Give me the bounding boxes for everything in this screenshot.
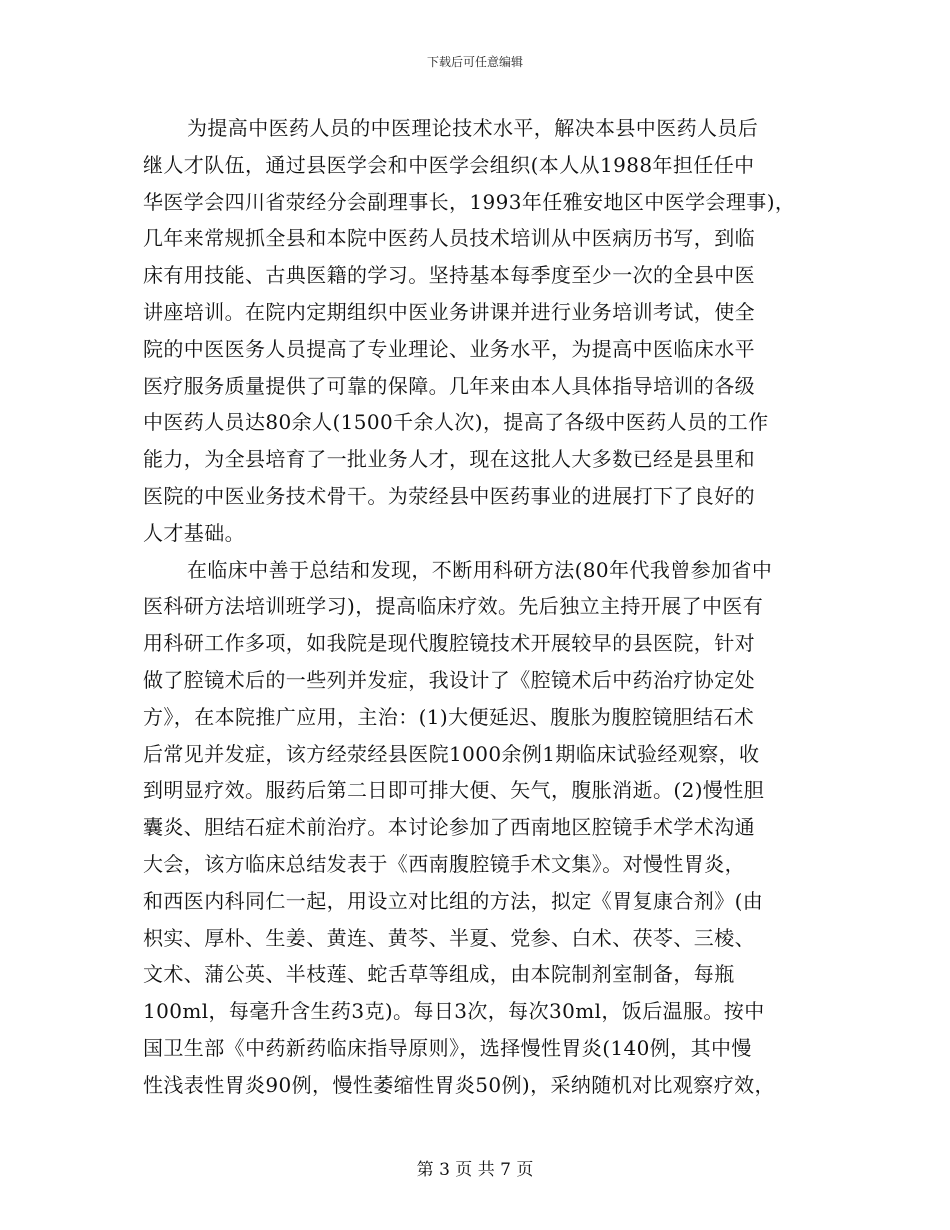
- text-line: 为提高中医药人员的中医理论技术水平，解决本县中医药人员后: [187, 116, 759, 140]
- text-line: 继人才队伍，通过县医学会和中医学会组织(本人从1988年担任任中: [143, 152, 755, 177]
- text-line: 院的中医医务人员提高了专业理论、业务水平，为提高中医临床水平: [143, 336, 755, 361]
- text-line: 在临床中善于总结和发现，不断用科研方法(80年代我曾参加省中: [187, 557, 773, 582]
- text-line: 方》，在本院推广应用，主治：(1)大便延迟、腹胀为腹腔镜胆结石术: [143, 704, 755, 729]
- text-line: 和西医内科同仁一起，用设立对比组的方法，拟定《胃复康合剂》(由: [143, 888, 764, 913]
- text-line: 文术、蒲公英、半枝莲、蛇舌草等组成，由本院制剂室制备，每瓶: [143, 962, 735, 987]
- text-line: 大会，该方临床总结发表于《西南腹腔镜手术文集》。对慢性胃炎，: [143, 851, 745, 876]
- text-line: 人才基础。: [143, 520, 245, 545]
- text-line: 到明显疗效。服药后第二日即可排大便、矢气，腹胀消逝。(2)慢性胆: [143, 778, 765, 803]
- text-line: 中医药人员达80余人(1500千余人次)，提高了各级中医药人员的工作: [143, 410, 769, 435]
- page-footer: 第 3 页 共 7 页: [416, 1160, 534, 1180]
- text-line: 性浅表性胃炎90例，慢性萎缩性胃炎50例)，采纳随机对比观察疗效，: [143, 1072, 775, 1097]
- page-header: 下载后可任意编辑: [426, 55, 523, 69]
- text-line: 医院的中医业务技术骨干。为荥经县中医药事业的进展打下了良好的: [143, 483, 755, 508]
- text-line: 枳实、厚朴、生姜、黄连、黄芩、半夏、党参、白术、茯苓、三棱、: [143, 925, 755, 950]
- text-line: 讲座培训。在院内定期组织中医业务讲课并进行业务培训考试，使全: [143, 299, 755, 324]
- text-line: 国卫生部《中药新药临床指导原则》，选择慢性胃炎(140例，其中慢: [143, 1035, 752, 1060]
- text-line: 能力，为全县培育了一批业务人才，现在这批人大多数已经是县里和: [143, 447, 755, 472]
- text-line: 后常见并发症，该方经荥经县医院1000余例1期临床试验经观察，收: [143, 741, 760, 766]
- text-line: 100ml，每毫升含生药3克)。每日3次，每次30ml，饭后温服。按中: [143, 999, 765, 1024]
- text-line: 囊炎、胆结石症术前治疗。本讨论参加了西南地区腔镜手术学术沟通: [143, 815, 755, 840]
- text-line: 几年来常规抓全县和本院中医药人员技术培训从中医病历书写，到临: [143, 226, 755, 251]
- text-line: 华医学会四川省荥经分会副理事长，1993年任雅安地区中医学会理事)，: [143, 189, 796, 214]
- document-body: [143, 110, 823, 1104]
- text-line: 医科研方法培训班学习)，提高临床疗效。先后独立主持开展了中医有: [143, 594, 764, 619]
- text-line: 用科研工作多项，如我院是现代腹腔镜技术开展较早的县医院，针对: [143, 631, 755, 656]
- text-line: 床有用技能、古典医籍的学习。坚持基本每季度至少一次的全县中医: [143, 263, 755, 288]
- text-line: 做了腔镜术后的一些列并发症，我设计了《腔镜术后中药治疗协定处: [143, 667, 755, 692]
- text-line: 医疗服务质量提供了可靠的保障。几年来由本人具体指导培训的各级: [143, 373, 755, 398]
